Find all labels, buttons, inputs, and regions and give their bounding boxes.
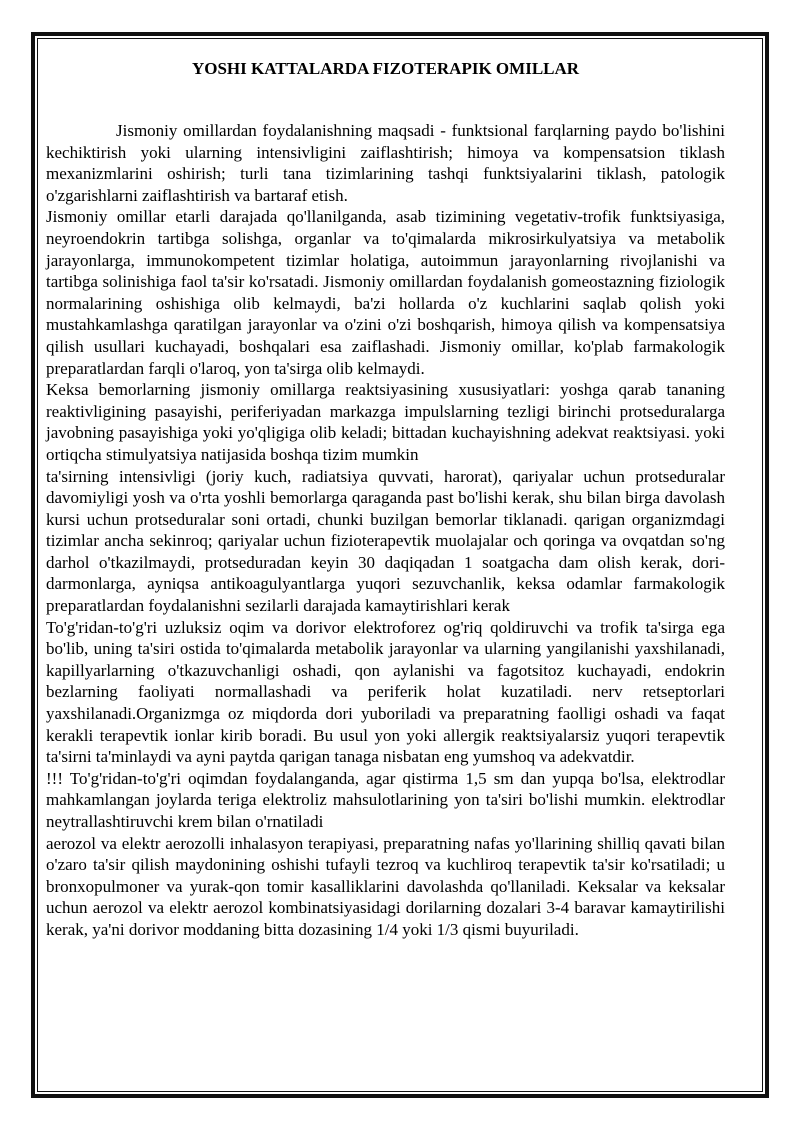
document-title: YOSHI KATTALARDA FIZOTERAPIK OMILLAR (191, 59, 580, 78)
paragraph-electrophoresis: To'g'ridan-to'g'ri uzluksiz oqim va dorivor elektroforez og'riq qoldiruvchi va trofik ta'sirga ega bo'lib, uning ta'siri ostida to'qimalarda metabolik jarayonlar va ularning yangilanishi yaxshilanadi, kapillyarlarning o'tkazuvchanligi oshadi, qon aylanishi va fagotsitoz kuchayadi, endokrin bezlarning faoliyati normallashadi va periferik holat kuzatiladi. nerv retseptorlari yaxshilanadi.Organizmga oz miqdorda dori yuboriladi va preparatning faolligi oshadi va faqat kerakli terapevtik ionlar kirib boradi. Bu usul yon yoki allergik reaktsiyalarsiz yuqori terapevtik ta'sirni ta'minlaydi va ayni paytda qarigan tanaga nisbatan eng yumshoq va adekvatdir. (46, 617, 725, 767)
paragraph-effects: Jismoniy omillar etarli darajada qo'llanilganda, asab tizimining vegetativ-trofik funktsiyasiga, neyroendokrin tartibga solishga, organlar va to'qimalarda mikrosirkulyatsiya va metabolik jarayonlarga, immunokompetent tizimlar holatiga, autoimmun jarayonlarning rivojlanishi va tartibga solinishiga faol ta'sir ko'rsatadi. Jismoniy omillardan foydalanish gomeostazning fiziologik normalarining oshishiga olib kelmaydi, ba'zi hollarda o'z kuchlarini saqlab qolish yoki mustahkamlashga qaratilgan jarayonlar va o'zini o'zi boshqarish, himoya qilish va kompensatsiya qilish usullari kuchayadi, boshqalari esa zaiflashadi. Jismoniy omillar, ko'plab farmakologik preparatlardan farqli o'laroq, yon ta'sirga olib kelmaydi. (46, 207, 725, 378)
paragraph-intensity: ta'sirning intensivligi (joriy kuch, radiatsiya quvvati, harorat), qariyalar uchun protseduralar davomiyligi yosh va o'rta yoshli bemorlarga qaraganda past bo'lishi kerak, shu bilan birga davolash kursi uchun protseduralar soni ortadi, chunki buzilgan bemorlar tiklanadi. qarigan organizmdagi tizimlar ancha sekinroq; qariyalar uchun fizioterapevtik muolajalar och qoringa va ovqatdan so'ng darhol o'tkazilmaydi, protseduradan keyin 30 daqiqadan 1 soatgacha dam olish kerak, dori-darmonlarga, ayniqsa antikoagulyantlarga yuqori sezuvchanlik, keksa odamlar farmakologik preparatlardan foydalanishni sezilarli darajada kamaytirishlari kerak (46, 466, 725, 616)
paragraph-aerosol: aerozol va elektr aerozolli inhalasyon terapiyasi, preparatning nafas yo'llarining shilliq qavati bilan o'zaro ta'sir qilish maydonining oshishi tufayli tezroq va kuchliroq terapevtik ta'sir ko'rsatiladi; u bronxopulmoner va yurak-qon tomir kasalliklarini davolashda qo'llaniladi. Keksalar va keksalar uchun aerozol va elektr aerozol kombinatsiyasidagi dorilarning dozalari 3-4 baravar kamaytirilishi kerak, ya'ni dorivor moddaning bitta dozasining 1/4 yoki 1/3 qismi buyuriladi. (46, 833, 725, 939)
document-body (46, 58, 725, 941)
paragraph-elderly-reaction: Keksa bemorlarning jismoniy omillarga reaktsiyasining xususiyatlari: yoshga qarab tananing reaktivligining pasayishi, periferiyadan markazga impulslarning tezligi birinchi protseduralarga javobning pasayishiga yoki yo'qligiga olib keladi; bittadan kuchayishning adekvat reaktsiyasi. yoki ortiqcha stimulyatsiya natijasida boshqa tizim mumkin (46, 380, 725, 464)
paragraph-purpose: Jismoniy omillardan foydalanishning maqsadi - funktsional farqlarning paydo bo'lishini kechiktirish yoki ularning intensivligini zaiflashtirish; himoya va kompensatsion tiklash mexanizmlarini oshirish; turli tana tizimlarining tashqi funktsiyalarini tiklash, patologik o'zgarishlarni zaiflashtirish va bartaraf etish. (46, 121, 725, 205)
paragraph-warning: !!! To'g'ridan-to'g'ri oqimdan foydalanganda, agar qistirma 1,5 sm dan yupqa bo'lsa, elektrodlar mahkamlangan joylarda teriga elektroliz mahsulotlarining yon ta'siri bo'lishi mumkin. elektrodlar neytrallashtiruvchi krem bilan o'rnatiladi (46, 768, 725, 831)
